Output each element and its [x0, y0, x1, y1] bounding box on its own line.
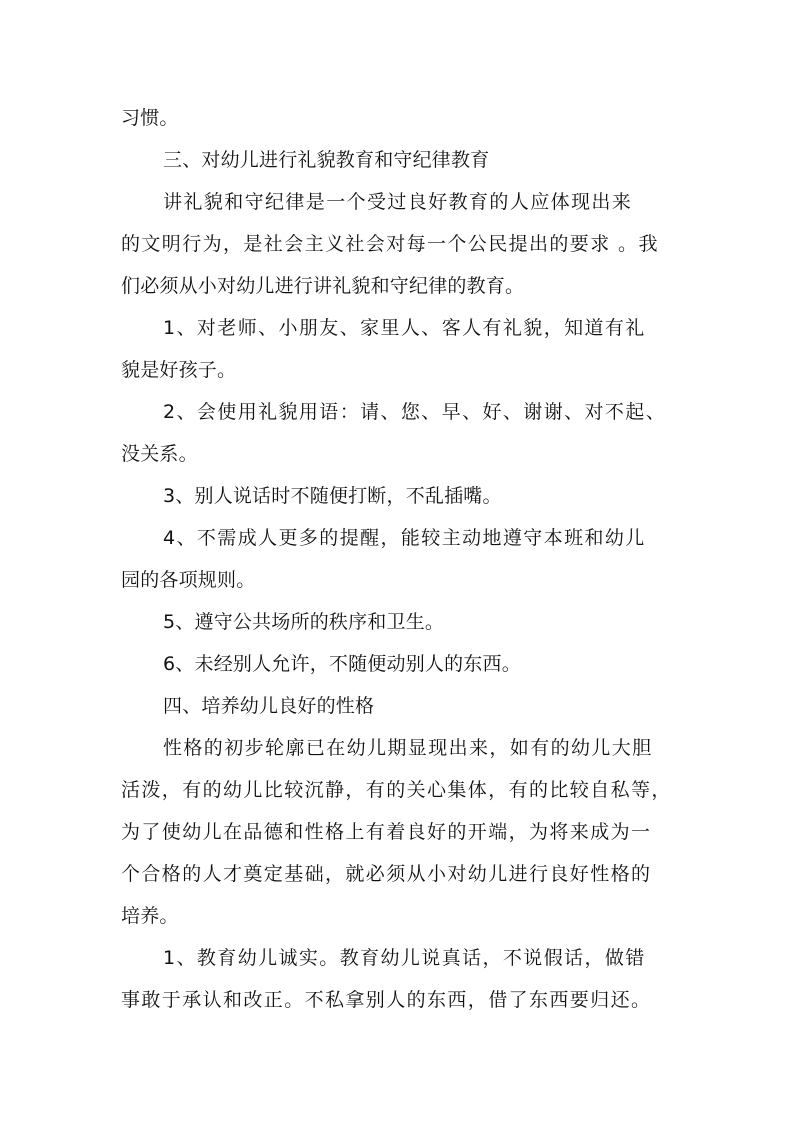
paragraph-line: 的文明行为，是社会主义社会对每一个公民提出的要求 。我 [121, 233, 659, 255]
paragraph-line: 性格的初步轮廓已在幼儿期显现出来，如有的幼儿大胆 [163, 737, 653, 759]
list-item-line: 事敢于承认和改正。不私拿别人的东西，借了东西要归还。 [121, 989, 652, 1011]
paragraph-line: 活泼，有的幼儿比较沉静，有的关心集体，有的比较自私等， [121, 779, 672, 801]
paragraph-line: 为了使幼儿在品德和性格上有着良好的开端，为将来成为一 [121, 821, 652, 843]
text-line: 习惯。 [121, 107, 179, 129]
paragraph-line: 讲礼貌和守纪律是一个受过良好教育的人应体现出来 [163, 191, 633, 213]
section-heading: 三、对幼儿进行礼貌教育和守纪律教育 [163, 149, 490, 171]
list-item-line: 4、不需成人更多的提醒，能较主动地遵守本班和幼儿 [163, 527, 646, 549]
list-item-line: 2、会使用礼貌用语：请、您、早、好、谢谢、对不起、 [163, 401, 667, 423]
paragraph-line: 们必须从小对幼儿进行讲礼貌和守纪律的教育。 [121, 275, 525, 297]
list-item-line: 3、别人说话时不随便打断，不乱插嘴。 [163, 485, 502, 507]
paragraph-line: 个合格的人才奠定基础，就必须从小对幼儿进行良好性格的 [121, 863, 652, 885]
list-item-line: 没关系。 [121, 443, 198, 465]
list-item-line: 1、教育幼儿诚实。教育幼儿说真话，不说假话，做错 [163, 947, 646, 969]
list-item-line: 5、遵守公共场所的秩序和卫生。 [163, 611, 445, 633]
list-item-line: 园的各项规则。 [121, 569, 256, 591]
paragraph-line: 培养。 [121, 905, 179, 927]
section-heading: 四、培养幼儿良好的性格 [163, 695, 375, 717]
list-item-line: 1、对老师、小朋友、家里人、客人有礼貌，知道有礼 [163, 317, 646, 339]
list-item-line: 貌是好孩子。 [121, 359, 237, 381]
list-item-line: 6、未经别人允许，不随便动别人的东西。 [163, 653, 521, 675]
